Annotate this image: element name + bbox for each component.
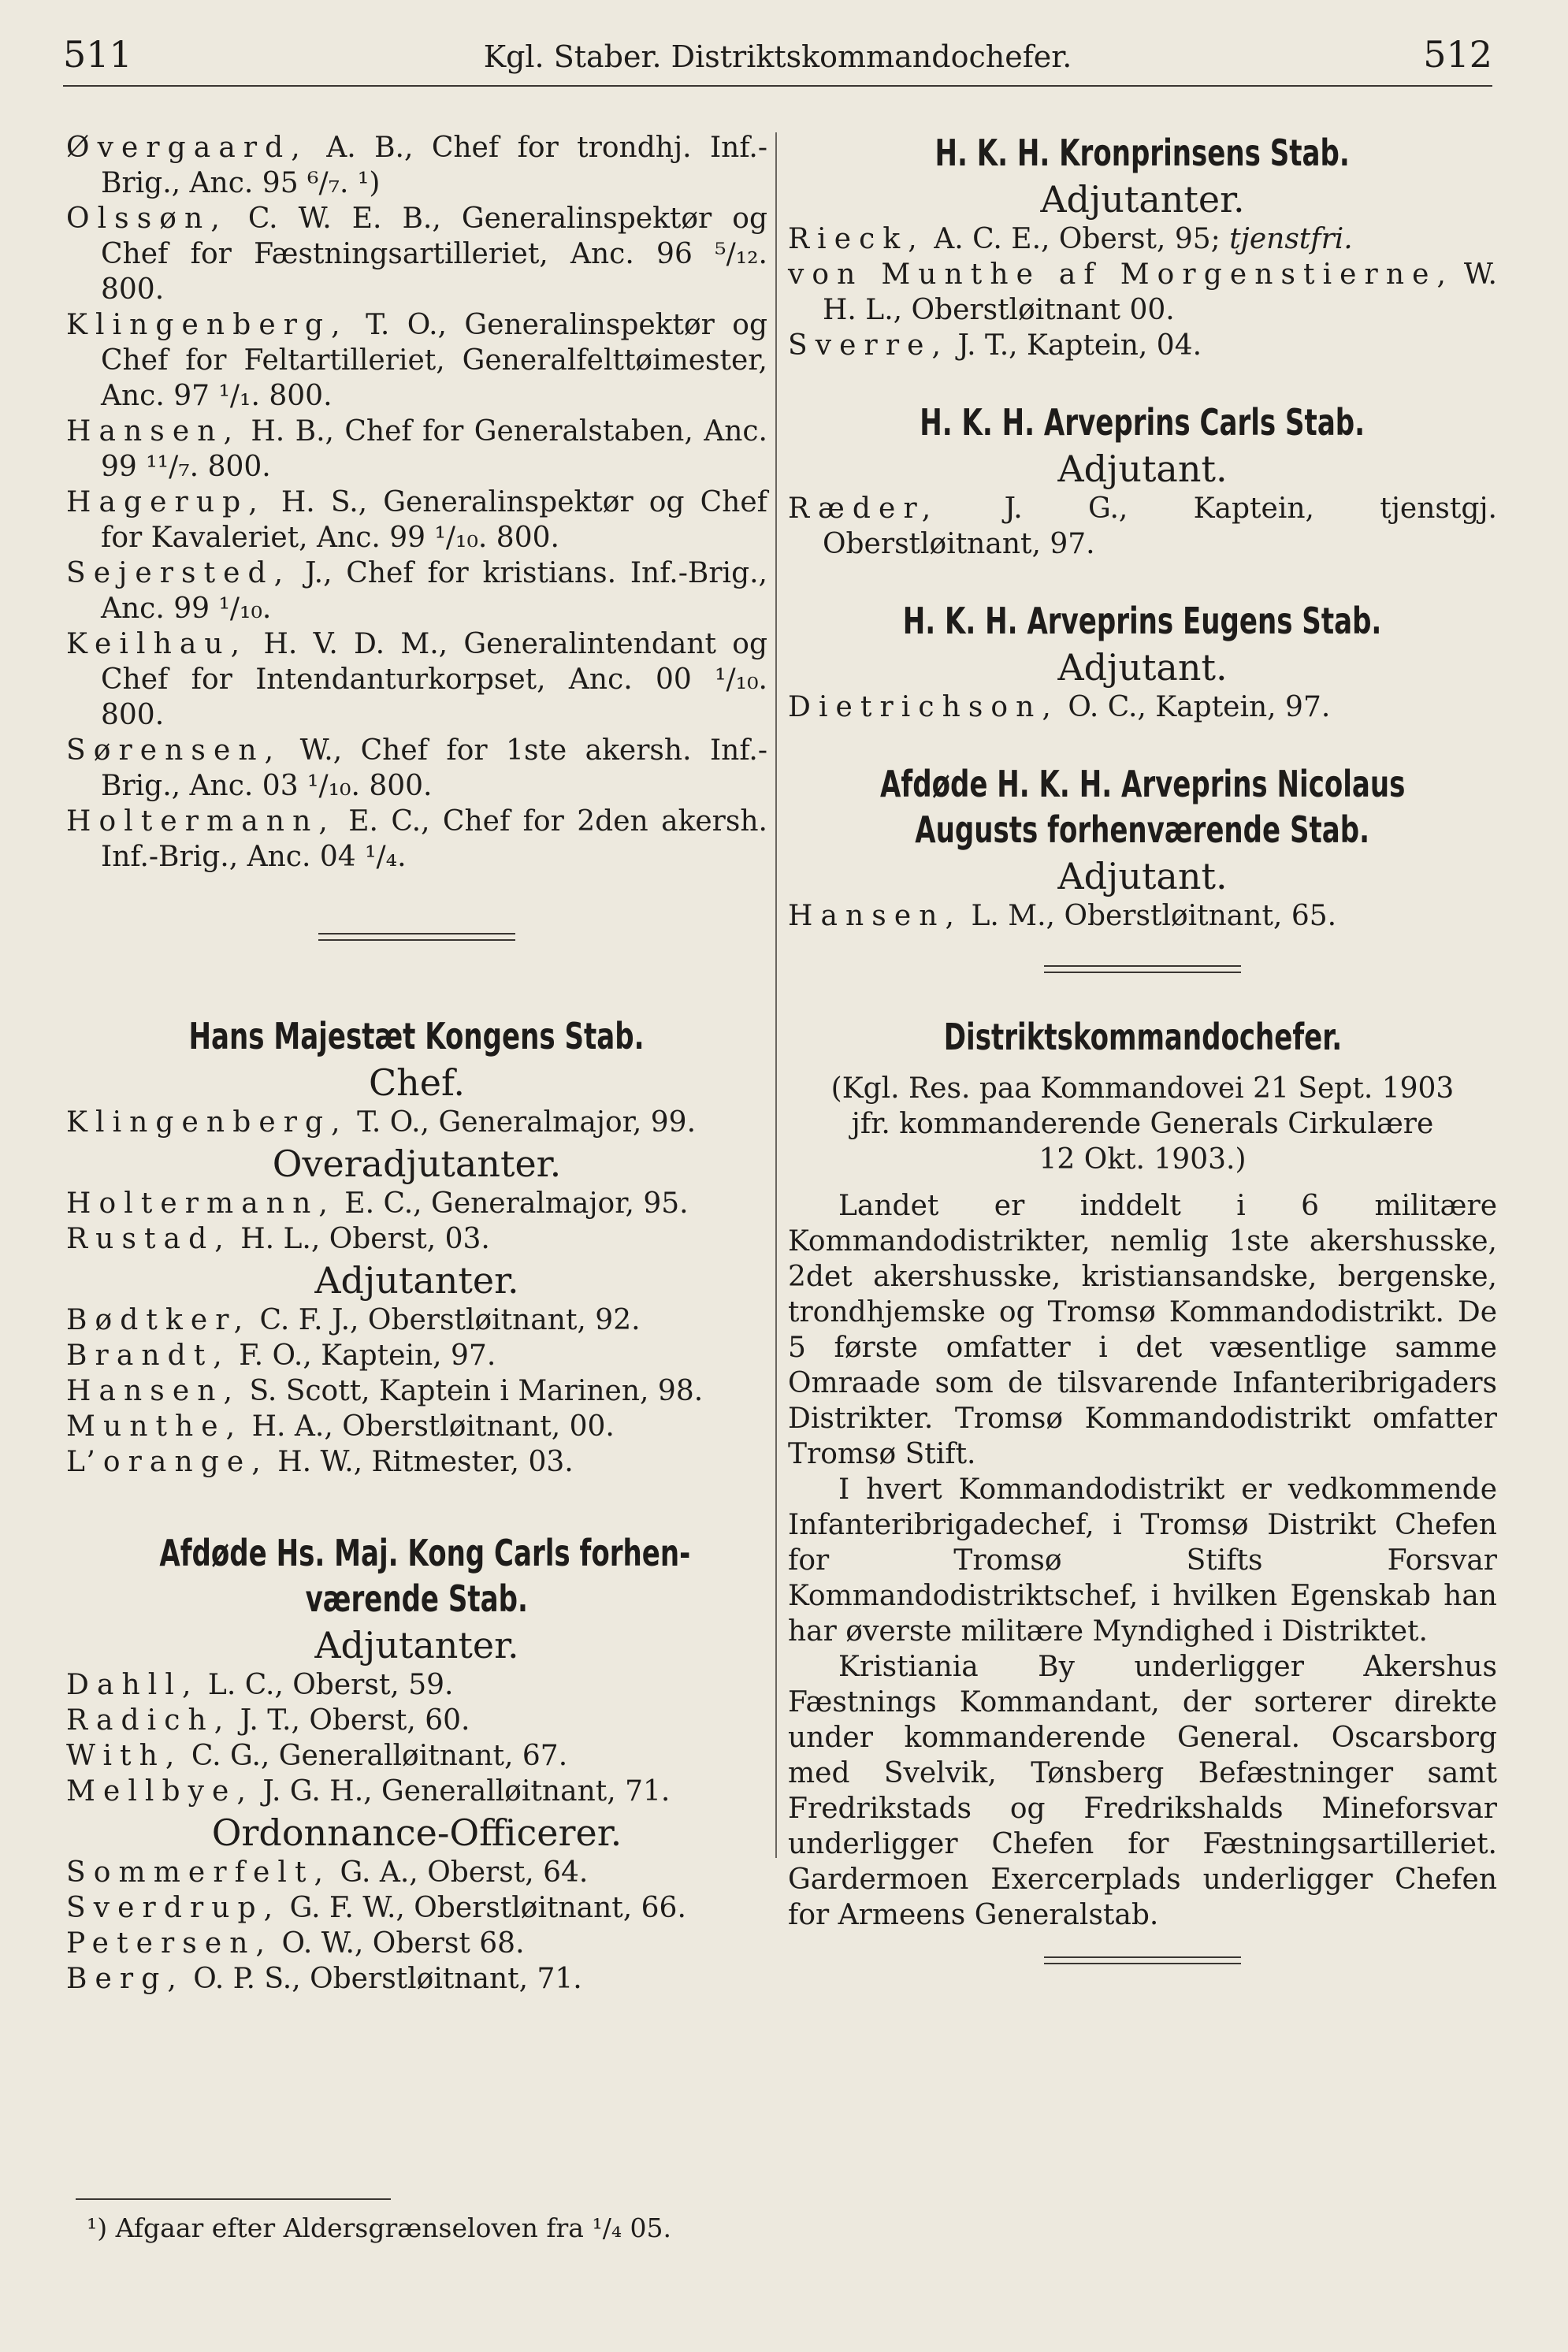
footnote: ¹) Afgaar efter Aldersgrænseloven fra ¹/₄ 05. [87, 2213, 672, 2243]
left-column [66, 130, 767, 1997]
list-item: Keilhau, H. V. D. M., Generalintendant og Chef for Intendanturkorpset, Anc. 00 ¹/₁₀. 800. [66, 628, 767, 731]
subheading-adjutant: Adjutant. [1057, 855, 1228, 897]
paragraph: Landet er inddelt i 6 militære Kommandodistrikter, nemlig 1ste akershusske, 2det akershusske, kristiansandske, bergenske, trondhjemske og Tromsø Kommandodistrikt. De 5 første omfatter i det væsentlige samme Omraade som de tilsvarende Infanteribrigaders Distrikter. Tromsø Kommandodistrikt omfatter Tromsø Stift. [788, 1190, 1497, 1470]
list-item: Sørensen, W., Chef for 1ste akersh. Inf.-Brig., Anc. 03 ¹/₁₀. 800. [66, 734, 767, 802]
section-title-kongens-stab: Hans Majestæt Kongens Stab. [189, 1015, 645, 1057]
list-item: Hansen, S. Scott, Kaptein i Marinen, 98. [66, 1375, 704, 1407]
subheading-ordonnance-officerer: Ordonnance-Officerer. [211, 1811, 622, 1854]
list-item: Sommerfelt, G. A., Oberst, 64. [66, 1856, 589, 1889]
list-item: Klingenberg, T. O., Generalinspektør og Chef for Feltartilleriet, Generalfelttøimester, Anc. 97 ¹/₁. 800. [66, 309, 767, 412]
list-item: Sverdrup, G. F. W., Oberstløitnant, 66. [66, 1892, 686, 1924]
list-item: Ræder, J. G., Kaptein, tjenstgj. Oberstløitnant, 97. [788, 492, 1497, 560]
list-item: Sejersted, J., Chef for kristians. Inf.-Brig., Anc. 99 ¹/₁₀. [66, 557, 767, 625]
resolution-note: (Kgl. Res. paa Kommandovei 21 Sept. 1903 jfr. kommanderende Generals Cirkulære 12 Okt. 1903.) [830, 1072, 1455, 1176]
list-item: Øvergaard, A. B., Chef for trondhj. Inf.-Brig., Anc. 95 ⁶/₇. ¹) [66, 132, 767, 199]
running-title: Kgl. Staber. Distriktskommandochefer. [483, 39, 1072, 74]
list-item: Munthe, H. A., Oberstløitnant, 00. [66, 1410, 615, 1443]
section-title-kronprinsens-stab: H. K. H. Kronprinsens Stab. [934, 132, 1351, 174]
subheading-adjutanter: Adjutanter. [314, 1259, 519, 1302]
list-item: Dahll, L. C., Oberst, 59. [66, 1669, 454, 1701]
list-item: L’orange, H. W., Ritmester, 03. [66, 1446, 574, 1478]
subheading-adjutant: Adjutant. [1057, 448, 1228, 490]
list-item: Holtermann, E. C., Generalmajor, 95. [66, 1187, 689, 1220]
list-item: Rieck, A. C. E., Oberst, 95; tjenstfri. [788, 223, 1353, 255]
section-title-distriktskommandochefer: Distriktskommandochefer. [943, 1016, 1342, 1058]
page-header [63, 27, 1492, 87]
subheading-overadjutanter: Overadjutanter. [272, 1143, 562, 1185]
list-item: Brandt, F. O., Kaptein, 97. [66, 1339, 496, 1372]
list-item: Hansen, H. B., Chef for Generalstaben, Anc. 99 ¹¹/₇. 800. [66, 415, 767, 483]
list-item: von Munthe af Morgenstierne, W. H. L., Oberstløitnant 00. [788, 258, 1497, 326]
section-title-arveprins-eugens-stab: H. K. H. Arveprins Eugens Stab. [903, 600, 1382, 642]
list-item: Sverre, J. T., Kaptein, 04. [788, 329, 1202, 362]
column-divider [775, 132, 777, 1858]
list-item: Rustad, H. L., Oberst, 03. [66, 1223, 490, 1255]
list-item: Klingenberg, T. O., Generalmajor, 99. [66, 1106, 697, 1139]
section-title-nicolaus-augusts-stab: Afdøde H. K. H. Arveprins Nicolaus Augusts forhenværende Stab. [880, 763, 1406, 851]
section-divider [1044, 965, 1241, 973]
subheading-adjutant: Adjutant. [1057, 646, 1228, 689]
list-item: Hagerup, H. S., Generalinspektør og Chef for Kavaleriet, Anc. 99 ¹/₁₀. 800. [66, 486, 767, 554]
subheading-adjutanter: Adjutanter. [1040, 178, 1245, 221]
list-item: Dietrichson, O. C., Kaptein, 97. [788, 691, 1331, 723]
list-item: Bødtker, C. F. J., Oberstløitnant, 92. [66, 1304, 641, 1336]
list-item: Berg, O. P. S., Oberstløitnant, 71. [66, 1963, 582, 1995]
section-title-kong-carls-stab: Afdøde Hs. Maj. Kong Carls forhen- værende Stab. [159, 1532, 691, 1620]
paragraph: Kristiania By underligger Akershus Fæstnings Kommandant, der sorterer direkte under kommanderende General. Oscarsborg med Svelvik, Tønsberg Befæstninger samt Fredrikstads og Fredrikshalds Mineforsvar underligger Chefen for Fæstningsartilleriet. Gardermoen Exercerplads underligger Chefen for Armeens Generalstab. [788, 1651, 1497, 1931]
subheading-adjutanter: Adjutanter. [314, 1624, 519, 1666]
paragraph: I hvert Kommandodistrikt er vedkommende Infanteribrigadechef, i Tromsø Distrikt Chefen for Tromsø Stifts Forsvar Kommandodistriktschef, i hvilken Egenskab han har øverste militære Myndighed i Distriktet. [788, 1473, 1497, 1648]
section-divider [1044, 1956, 1241, 1964]
list-item: Holtermann, E. C., Chef for 2den akersh. Inf.-Brig., Anc. 04 ¹/₄. [66, 805, 767, 873]
page-number-left: 511 [63, 33, 132, 76]
section-divider [318, 933, 515, 941]
section-title-arveprins-carls-stab: H. K. H. Arveprins Carls Stab. [920, 401, 1365, 444]
list-item: Petersen, O. W., Oberst 68. [66, 1927, 525, 1960]
list-item: Olssøn, C. W. E. B., Generalinspektør og Chef for Fæstningsartilleriet, Anc. 96 ⁵/₁₂. 800. [66, 203, 767, 306]
page-number-right: 512 [1423, 33, 1492, 76]
list-item: Mellbye, J. G. H., Generalløitnant, 71. [66, 1775, 671, 1808]
footnote-rule [76, 2198, 391, 2200]
right-column [788, 130, 1497, 1964]
list-item: Hansen, L. M., Oberstløitnant, 65. [788, 900, 1337, 932]
generals-list [66, 130, 767, 875]
list-item: Radich, J. T., Oberst, 60. [66, 1704, 470, 1737]
list-item: With, C. G., Generalløitnant, 67. [66, 1740, 568, 1772]
subheading-chef: Chef. [368, 1061, 466, 1104]
